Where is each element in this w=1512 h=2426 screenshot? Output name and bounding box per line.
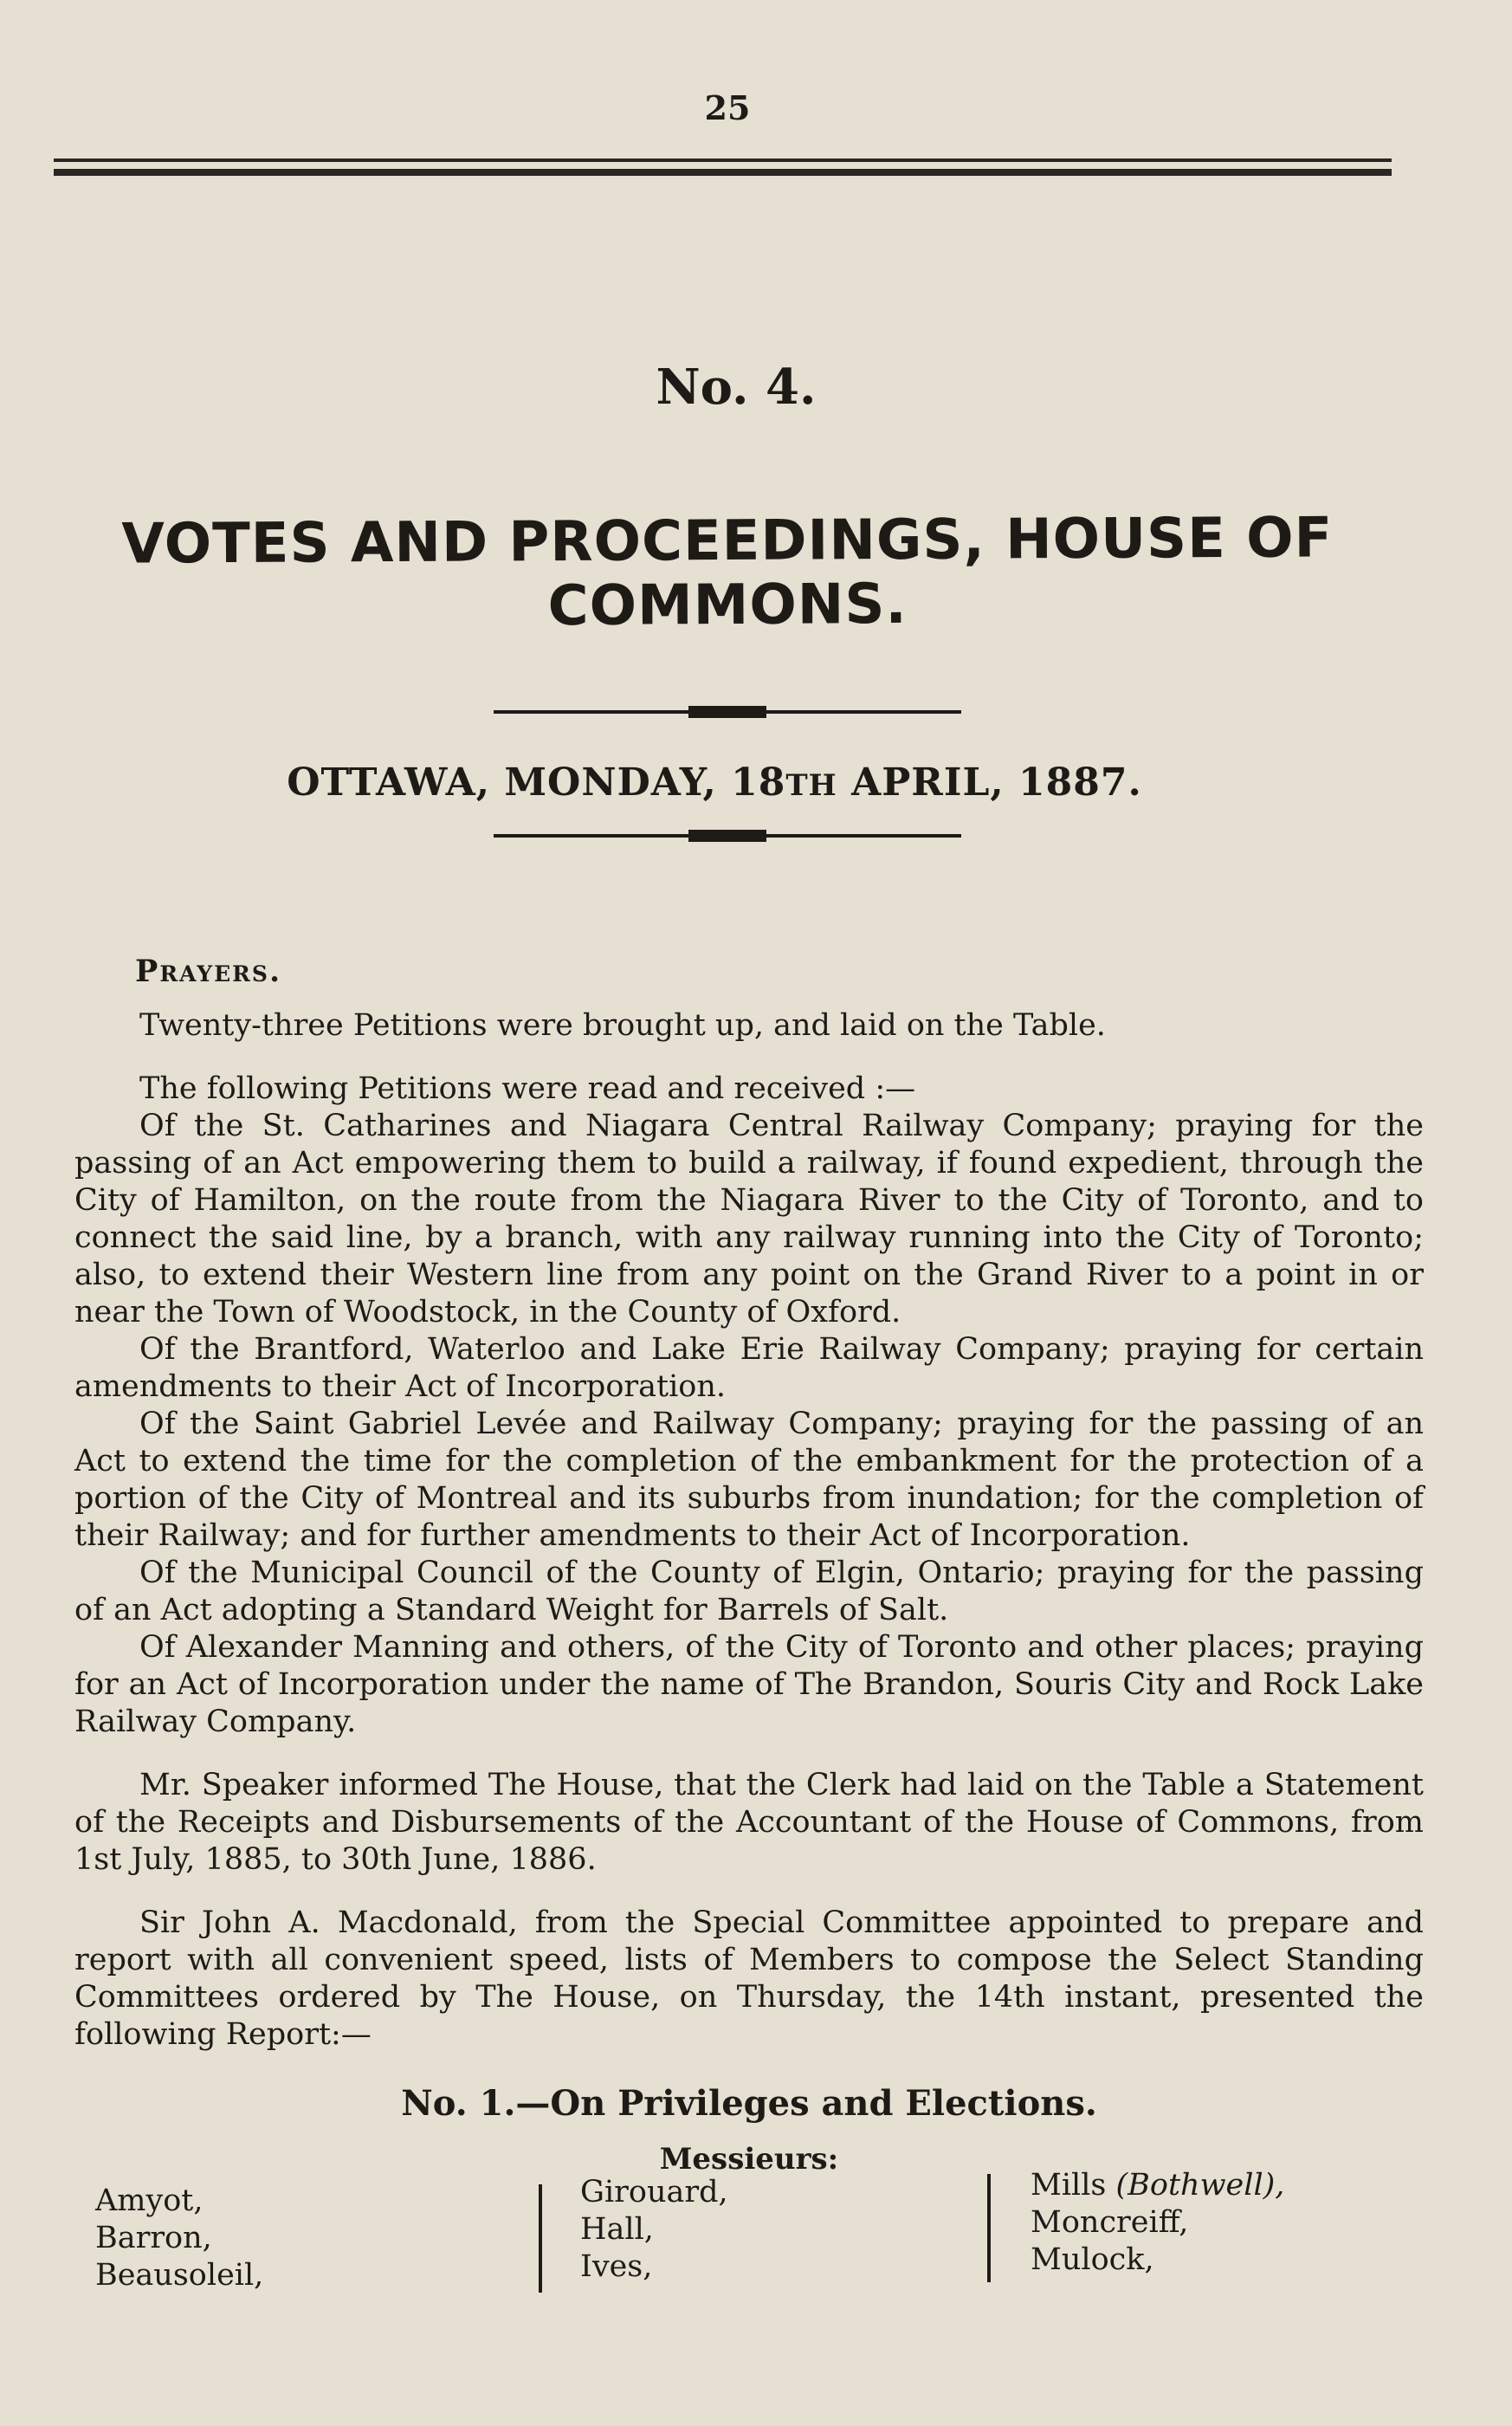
page-number: 25 [704,88,751,127]
member-name: Hall, [580,2212,654,2247]
dateline-rest: APRIL, 1887. [837,760,1142,805]
petition-item: Of the St. Catharines and Niagara Central Railway Company; praying for the passing of an Act empowering them to build a railway, if found expedient, through the City of Hamilton, on the route from the Niagara River to the City of Toronto, and to connect the said line, by a branch, with any railway running into the City of Toronto; also, to extend their Western line from any point on the Grand River to a point in or near the Town of Woodstock, in the County of Oxford. [74,1109,1424,1329]
petition-item: Of the Saint Gabriel Levée and Railway Company; praying for the passing of an Act to extend the time for the completion of the embankment for the protection of a portion of the City of Montreal and its suburbs from inundation; for the completion of their Railway; and for further amendments to their Act of Incorporation. [74,1407,1424,1553]
petitions-read-intro: The following Petitions were read and received :— [139,1071,916,1106]
members-list [95,2168,1412,2295]
petition-item: Of the Municipal Council of the County of Elgin, Ontario; praying for the passing of an Act adopting a Standard Weight for Barrels of Salt. [74,1556,1424,1627]
members-column-2 [580,2174,728,2286]
dateline-prefix: OTTAWA, MONDAY, 18 [287,760,786,805]
petition-item: Of the Brantford, Waterloo and Lake Erie Railway Company; praying for certain amendments to their Act of Incorporation. [74,1332,1424,1404]
member-name: Moncreiff, [1031,2205,1189,2240]
prayers-heading: Prayers. [135,954,282,989]
header-rule-thick [54,169,1392,176]
column-divider [539,2184,542,2293]
member-name: Barron, [95,2221,212,2255]
members-column-1 [95,2183,263,2294]
document-title: VOTES AND PROCEEDINGS, HOUSE OF COMMONS. [121,506,1334,639]
member-name: Mulock, [1031,2242,1154,2277]
dateline-ordinal-suffix: TH [785,768,837,803]
member-name-mills: Mills [1031,2168,1107,2203]
speaker-statement: Mr. Speaker informed The House, that the Clerk had laid on the Table a Statement of the Receipts and Disbursements of the Accountant of the House of Commons, from 1st July, 1885, to 30th June, 1886. [74,1768,1424,1877]
petitions-brought-up: Twenty-three Petitions were brought up, and laid on the Table. [139,1008,1106,1043]
macdonald-report: Sir John A. Macdonald, from the Special Committee appointed to prepare and report with all convenient speed, lists of Members to compose the Select Standing Committees ordered by The House, on Thursday, the 14th instant, presented the following Report:— [74,1905,1424,2052]
ornamental-rule-upper [494,706,961,718]
petition-item: Of Alexander Manning and others, of the City of Toronto and other places; praying for an Act of Incorporation under the name of The Brandon, Souris City and Rock Lake Railway Company. [74,1630,1424,1739]
member-name: Beausoleil, [95,2258,264,2293]
report-heading: No. 1.—On Privileges and Elections. [401,2083,1097,2124]
member-riding-note: (Bothwell), [1115,2168,1285,2203]
document-number: No. 4. [656,359,817,416]
member-name: Ives, [580,2249,653,2284]
messieurs-label: Messieurs: [659,2142,839,2177]
member-name: Girouard, [580,2175,728,2209]
member-name: Amyot, [95,2183,204,2218]
member-name [1031,2167,1284,2204]
ornamental-rule-lower [494,830,961,842]
members-column-3 [1031,2167,1284,2279]
header-rule-thin [54,158,1392,162]
proceedings-body [74,953,1424,2178]
dateline [0,760,1429,805]
column-divider [987,2174,991,2282]
